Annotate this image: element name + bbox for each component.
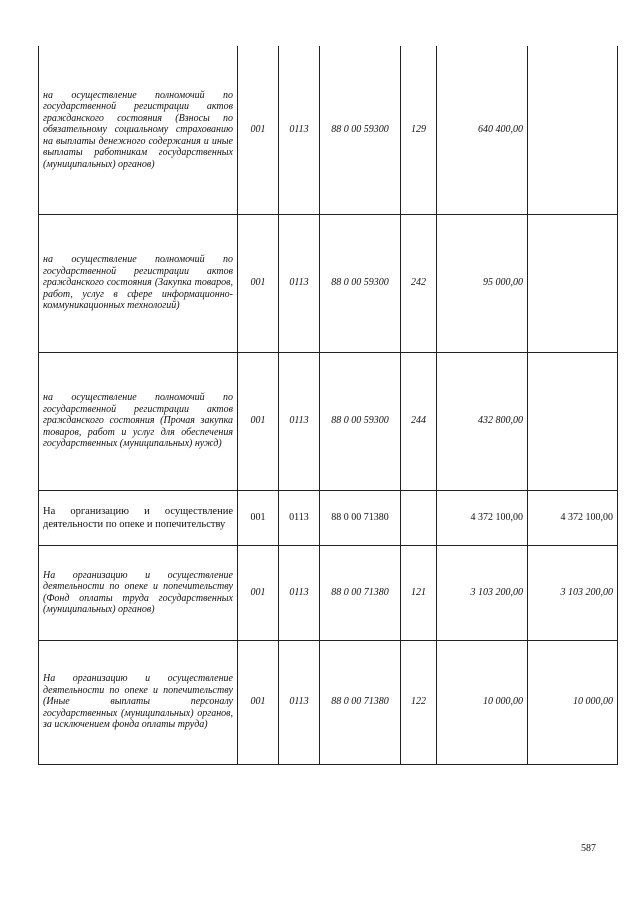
- section-subsection-code: 0113: [279, 214, 320, 352]
- table-row: [39, 352, 618, 490]
- budget-table: [38, 46, 618, 765]
- amount-column-2: [528, 214, 618, 352]
- amount-column-2: 4 372 100,00: [528, 490, 618, 545]
- department-code: 001: [238, 545, 279, 640]
- section-subsection-code: 0113: [279, 352, 320, 490]
- expense-type-code: 122: [401, 640, 437, 764]
- expense-description: на осуществление полномочий по государственной регистрации актов гражданского состояния (Прочая закупка товаров, работ и услуг для обеспечения государственных (муниципальных) нужд): [39, 352, 238, 490]
- amount-column-1: 10 000,00: [437, 640, 528, 764]
- table-row: [39, 640, 618, 764]
- section-subsection-code: 0113: [279, 640, 320, 764]
- department-code: 001: [238, 640, 279, 764]
- amount-column-2: [528, 352, 618, 490]
- department-code: 001: [238, 46, 279, 214]
- amount-column-2: 10 000,00: [528, 640, 618, 764]
- expense-type-code: 129: [401, 46, 437, 214]
- department-code: 001: [238, 214, 279, 352]
- target-article-code: 88 0 00 59300: [320, 352, 401, 490]
- target-article-code: 88 0 00 71380: [320, 640, 401, 764]
- amount-column-1: 3 103 200,00: [437, 545, 528, 640]
- target-article-code: 88 0 00 59300: [320, 214, 401, 352]
- target-article-code: 88 0 00 71380: [320, 490, 401, 545]
- target-article-code: 88 0 00 59300: [320, 46, 401, 214]
- page-number: 587: [581, 843, 596, 854]
- expense-description: на осуществление полномочий по государственной регистрации актов гражданского состояния (Закупка товаров, работ, услуг в сфере информационно-коммуникационных технологий): [39, 214, 238, 352]
- expense-type-code: [401, 490, 437, 545]
- expense-description: на осуществление полномочий по государственной регистрации актов гражданского состояния (Взносы по обязательному социальному страхованию на выплаты денежного содержания и иные выплаты работникам государственных (муниципальных) органов): [39, 46, 238, 214]
- expense-type-code: 244: [401, 352, 437, 490]
- expense-description: На организацию и осуществление деятельности по опеке и попечительству: [39, 490, 238, 545]
- table-row: [39, 490, 618, 545]
- table-row: [39, 545, 618, 640]
- amount-column-2: [528, 46, 618, 214]
- amount-column-1: 432 800,00: [437, 352, 528, 490]
- table-row: [39, 46, 618, 214]
- department-code: 001: [238, 490, 279, 545]
- target-article-code: 88 0 00 71380: [320, 545, 401, 640]
- department-code: 001: [238, 352, 279, 490]
- expense-description: На организацию и осуществление деятельности по опеке и попечительству (Фонд оплаты труда государственных (муниципальных) органов): [39, 545, 238, 640]
- expense-type-code: 121: [401, 545, 437, 640]
- section-subsection-code: 0113: [279, 46, 320, 214]
- amount-column-1: 640 400,00: [437, 46, 528, 214]
- amount-column-1: 4 372 100,00: [437, 490, 528, 545]
- expense-description: На организацию и осуществление деятельности по опеке и попечительству (Иные выплаты персоналу государственных (муниципальных) органов, за исключением фонда оплаты труда): [39, 640, 238, 764]
- amount-column-1: 95 000,00: [437, 214, 528, 352]
- expense-type-code: 242: [401, 214, 437, 352]
- section-subsection-code: 0113: [279, 545, 320, 640]
- budget-table-body: [39, 46, 618, 764]
- table-row: [39, 214, 618, 352]
- amount-column-2: 3 103 200,00: [528, 545, 618, 640]
- section-subsection-code: 0113: [279, 490, 320, 545]
